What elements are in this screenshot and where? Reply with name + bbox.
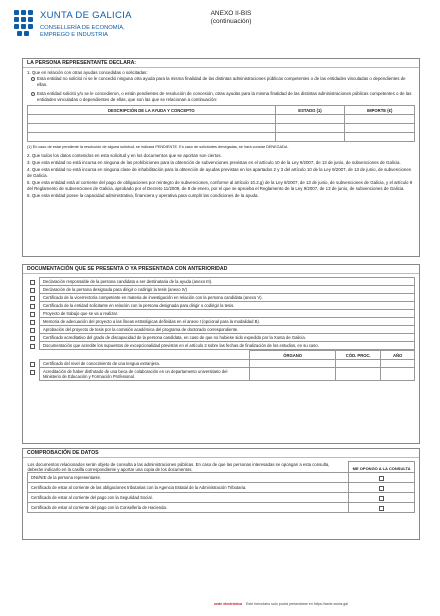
doc-row: [39, 342, 415, 350]
declaration-item: 5. Que esta entidad está al corriente del pago de obligaciones por reintegro de subvenciones, conforme al artículo 10.2.g) de la Ley 9/2007, de 13 de junio, de subvenciones de Galicia, y el artículo 9 del Reglamento de subvenciones de Galicia, aprobado por el Decreto 11/2009, de 8 de enero, por el que se aprueba el Reglamento de la Ley 9/2007, de 13 de junio, de subvenciones de Galicia.: [27, 180, 413, 191]
aid-row[interactable]: [28, 133, 415, 142]
oppose-header: ME OPONGO A LA CONSULTA: [349, 462, 415, 473]
organ-cell[interactable]: [250, 360, 336, 368]
doc-label: Certificado de la entidad solicitante en relación con la persona designada para dirigir o codirigir la tesis.: [43, 303, 235, 308]
doc-checkbox[interactable]: [30, 320, 35, 325]
aid-footnote: (1) En caso de estar pendiente la resolución de alguna solicitud, se indicará PENDIENTE. En caso de solicitudes denegadas, se hará constar DENEGADA.: [27, 145, 289, 150]
proc-code-cell[interactable]: [336, 360, 381, 368]
declaration-item: 2. Que todos los datos contenidos en esta solicitud y en los documentos que se aportan son ciertos.: [27, 152, 222, 158]
declaration-section: [22, 58, 420, 257]
option-no-aid-label: Esta entidad no solicitó ni se le concedió ninguna otra ayuda para la misma finalidad de las distintas administraciones públicas competentes o de las entidades vinculadas o dependientes de ellas.: [37, 76, 406, 87]
documentation-title: DOCUMENTACIÓN QUE SE PRESENTA O YA PRESENTADA CON ANTERIORIDAD: [23, 265, 419, 274]
check-row: [28, 483, 415, 493]
check-label: DNI/NIE de la persona representante.: [28, 473, 349, 483]
doc-checkbox[interactable]: [30, 296, 35, 301]
declaration-item: 3. Que esta entidad no está incursa en ninguna de las prohibiciones para la obtención de subvenciones previstas en el artículo 10 de la Ley 9/2007, de 13 de junio, de subvenciones de Galicia.: [27, 160, 401, 166]
doc-checkbox[interactable]: [30, 304, 35, 309]
option-no-aid-radio[interactable]: [31, 77, 35, 81]
declaration-item: 6. Que esta entidad posee la capacidad administrativa, financiera y operativa para cumplir las condiciones de la ayuda.: [27, 193, 259, 199]
oppose-checkbox[interactable]: [379, 496, 384, 501]
check-row: [28, 493, 415, 503]
doc-label: Memoria de adecuación del proyecto a las líneas estratégicas definidas en el anexo I (opcional para la modalidad B).: [43, 319, 260, 324]
year-cell[interactable]: [381, 368, 415, 381]
col-year: AÑO: [381, 351, 415, 360]
check-label: Certificado de estar al corriente del pago con la Seguridad Social.: [28, 493, 349, 503]
xunta-logo: [14, 10, 34, 42]
check-row: [28, 503, 415, 513]
declaration-item-1: 1. Que en relación con otras ayudas concedidas o solicitadas:: [27, 70, 148, 75]
check-label: Certificado de estar al corriente del pago con la Consellería de Hacienda.: [28, 503, 349, 513]
doc-row: [39, 278, 415, 286]
oppose-checkbox[interactable]: [379, 476, 384, 481]
org-name: XUNTA DE GALICIA: [40, 10, 132, 21]
aid-col-status: ESTADO (1): [275, 106, 345, 115]
aid-col-description: DESCRIPCIÓN DE LA AYUDA Y CONCEPTO: [28, 106, 276, 115]
check-row: [28, 473, 415, 483]
col-proc-code: CÓD. PROC.: [336, 351, 381, 360]
doc-checkbox[interactable]: [30, 344, 35, 349]
doc-row: [39, 318, 415, 326]
year-cell[interactable]: [381, 360, 415, 368]
doc-checkbox[interactable]: [30, 288, 35, 293]
option-other-aid-radio[interactable]: [31, 92, 35, 96]
doc-label: Acreditación de haber disfrutado de una beca de colaboración en un departamento universitario del Ministerio de Educación y Formación Profesional.: [43, 369, 228, 379]
sede-logo: sede electrónica: [214, 602, 243, 606]
aid-row[interactable]: [28, 115, 415, 124]
declaration-title: LA PERSONA REPRESENTANTE DECLARA:: [23, 59, 419, 68]
data-check-intro: Los documentos relacionados serán objeto de consulta a las administraciones públicas. En caso de que las personas interesadas se opongan a esta consulta, deberán indicarlo en la casilla correspondiente y aportar una copia de los documentos.: [27, 461, 330, 472]
doc-row: [39, 294, 415, 302]
doc-checkbox[interactable]: [30, 370, 35, 375]
doc-label: Declaración de la persona designada para dirigir o codirigir la tesis (anexo IV): [43, 287, 188, 292]
data-check-table: [27, 461, 415, 513]
doc-label: Documentación que acredite los supuestos de excepcionalidad previstos en el artículo 2 sobre las fechas de finalización de los estudios, en su caso.: [43, 343, 319, 348]
doc-checkbox[interactable]: [30, 328, 35, 333]
doc-row: [39, 310, 415, 318]
option-other-aid-label: Esta entidad solicitó y/o se le concedieron, o están pendientes de resolución de concesión, otras ayudas para la misma finalidad de las distintas administraciones públicas competentes o de las entidades vinculadas o dependientes de ellas, que son las que se relacionan a continuación:: [37, 91, 412, 102]
aid-col-amount: IMPORTE (€): [345, 106, 415, 115]
aid-table: [27, 105, 415, 142]
oppose-checkbox[interactable]: [379, 506, 384, 511]
org-dept: CONSELLERÍA DE ECONOMÍA, EMPREGO E INDUSTRIA: [40, 25, 125, 38]
doc-label: Aprobación del proyecto de tesis por la comisión académica del programa de doctorado correspondiente.: [43, 327, 239, 332]
doc-checkbox[interactable]: [30, 312, 35, 317]
organ-cell[interactable]: [250, 368, 336, 381]
doc-checkbox[interactable]: [30, 280, 35, 285]
check-label: Certificado de estar al corriente de las obligaciones tributarias con la Agencia Estatal de la Administración Tributaria.: [28, 483, 349, 493]
anexo-heading: [196, 10, 266, 26]
declaration-list: [27, 153, 415, 199]
prior-doc-row: [40, 360, 415, 368]
doc-row: [39, 286, 415, 294]
doc-label: Proyecto de trabajo que se va a realizar.: [43, 311, 118, 316]
doc-checkbox[interactable]: [30, 336, 35, 341]
anexo-subtitle: (continuación): [210, 18, 252, 25]
col-organ: ÓRGANO: [250, 351, 336, 360]
documentation-section: [22, 264, 420, 444]
data-check-section: [22, 448, 420, 540]
prior-doc-row: [40, 368, 415, 381]
doc-label: Declaración responsable de la persona candidata a ser destinataria de la ayuda (anexo III).: [43, 279, 213, 284]
doc-label: Certificado de la vicerrectoría competente en materia de investigación en relación con la persona candidata (anexo V).: [43, 295, 263, 300]
aid-row[interactable]: [28, 124, 415, 133]
anexo-title: ANEXO II-BIS: [210, 10, 252, 17]
doc-checkbox[interactable]: [30, 362, 35, 367]
doc-row: [39, 302, 415, 310]
oppose-checkbox[interactable]: [379, 486, 384, 491]
doc-label: Certificado del nivel de conocimiento de una lengua extranjera.: [43, 361, 160, 366]
prior-docs-table: [39, 350, 415, 381]
footer-text: Este formulario solo podrá presentarse en https://sede.xunta.gal: [246, 602, 349, 606]
doc-row: [39, 334, 415, 342]
doc-row: [39, 326, 415, 334]
doc-label: Certificado acreditativo del grado de discapacidad de la persona candidata, en caso de que no hubiese sido expedido por la Xunta de Galicia.: [43, 335, 306, 340]
declaration-item: 4. Que esta entidad no está incursa en ninguna clase de inhabilitación para la obtención de ayudas previstas en los apartados 2 y 3 del artículo 10 de la Ley 9/2007, de 13 de junio, de subvenciones de Galicia.: [27, 167, 411, 178]
proc-code-cell[interactable]: [336, 368, 381, 381]
data-check-title: COMPROBACIÓN DE DATOS: [23, 449, 419, 458]
